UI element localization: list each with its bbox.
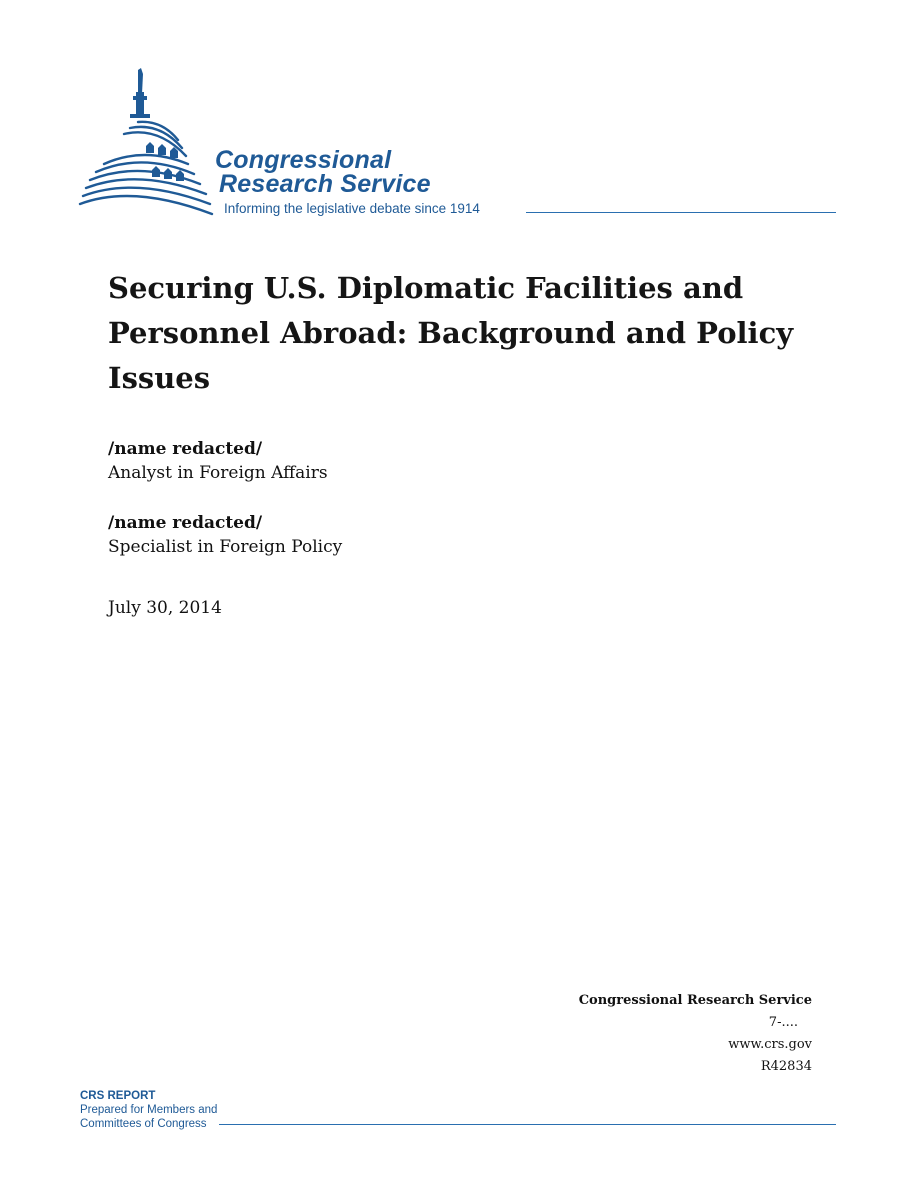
footer-divider: [219, 1124, 836, 1125]
footer: [80, 1089, 836, 1135]
author-name: /name redacted/: [108, 513, 263, 533]
footer-line1: Prepared for Members and: [80, 1104, 218, 1116]
author-name: /name redacted/: [108, 439, 263, 459]
report-number: R42834: [760, 1059, 812, 1074]
publisher-block: [579, 990, 812, 1078]
logo-name-line1: Congressional: [215, 146, 392, 174]
footer-line2: Committees of Congress: [80, 1118, 207, 1130]
footer-label: CRS REPORT: [80, 1090, 156, 1102]
publisher-name: Congressional Research Service: [578, 993, 812, 1008]
logo-name-line2: Research Service: [219, 170, 431, 198]
author-block: [108, 437, 328, 485]
logo-divider: [526, 212, 836, 213]
report-date: July 30, 2014: [108, 598, 222, 618]
publisher-code: 7-....: [768, 1015, 798, 1030]
crs-logo: [78, 64, 838, 224]
author-role: Analyst in Foreign Affairs: [108, 463, 328, 483]
logo-tagline: Informing the legislative debate since 1914: [224, 201, 480, 216]
author-block: [108, 511, 342, 559]
author-role: Specialist in Foreign Policy: [108, 537, 343, 557]
report-title: Securing U.S. Diplomatic Facilities and Personnel Abroad: Background and Policy Issues: [108, 271, 794, 395]
publisher-website[interactable]: www.crs.gov: [728, 1037, 812, 1052]
capitol-dome-icon: [78, 64, 228, 224]
